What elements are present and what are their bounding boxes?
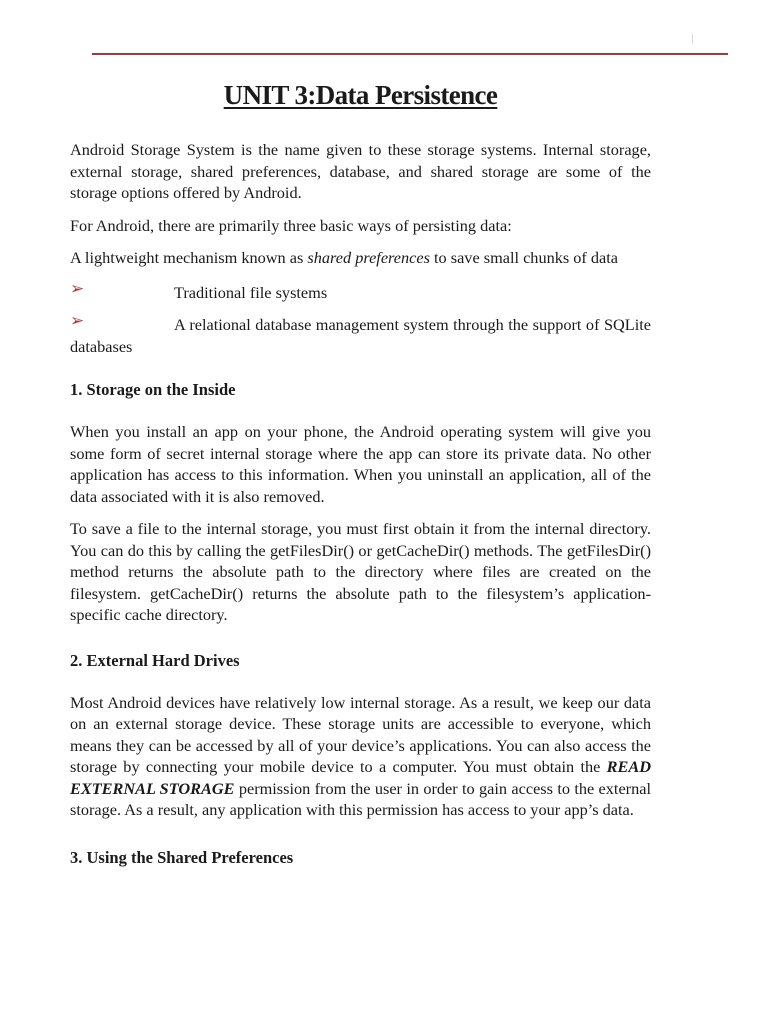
ways-intro: For Android, there are primarily three basic ways of persisting data: [70,215,512,235]
section-paragraph: When you install an app on your phone, the Android operating system will give you some form of secret internal storage where the app can store its private data. No other application has access to this information. When you uninstall an application, all of the data associated with it is also removed. [70,422,651,506]
section-paragraph: Most Android devices have relatively low internal storage. As a result, we keep our data on an external storage device. These storage units are accessible to everyone, which means they can be accessed by all of your device’s applications. You can also access the storage by connecting your mobile device to a computer. You must obtain the READ EXTERNAL STORAGE permission from the user in order to gain access to the external storage. As a result, any application with this permission has access to your app’s data. [70,692,651,819]
page-title-text: UNIT 3:Data Persistence [223,80,498,110]
shared-preferences-line: A lightweight mechanism known as shared preferences to save small chunks of data [70,248,619,267]
page-corner-mark [692,34,693,44]
section-heading: 1. Storage on the Inside [70,380,236,399]
document-page [70,80,651,868]
header-rule [92,53,728,55]
shared-preferences-emphasis: shared preferences [307,248,430,267]
arrow-bullet-icon: ➢ [70,278,85,299]
bullet-item: ➢ Traditional file systems [70,278,328,302]
section-heading: 2. External Hard Drives [70,650,240,670]
section-paragraph: To save a file to the internal storage, you must first obtain it from the internal directory. You can do this by calling the getFilesDir() or getCacheDir() methods. The getFilesDir() method returns the absolute path to the directory where files are created on the filesystem. getCacheDir() returns the absolute path to the filesystem’s application-specific cache directory. [70,519,651,624]
page-title [70,80,651,111]
bullet-item: ➢ A relational database management system through the support of SQLite databases [70,311,651,356]
section-heading: 3. Using the Shared Preferences [70,847,294,867]
arrow-bullet-icon: ➢ [70,311,85,331]
intro-paragraph: Android Storage System is the name given to these storage systems. Internal storage, external storage, shared preferences, database, and shared storage are some of the storage options offered by Android. [70,140,651,202]
permission-name: READ EXTERNAL STORAGE [70,757,651,798]
